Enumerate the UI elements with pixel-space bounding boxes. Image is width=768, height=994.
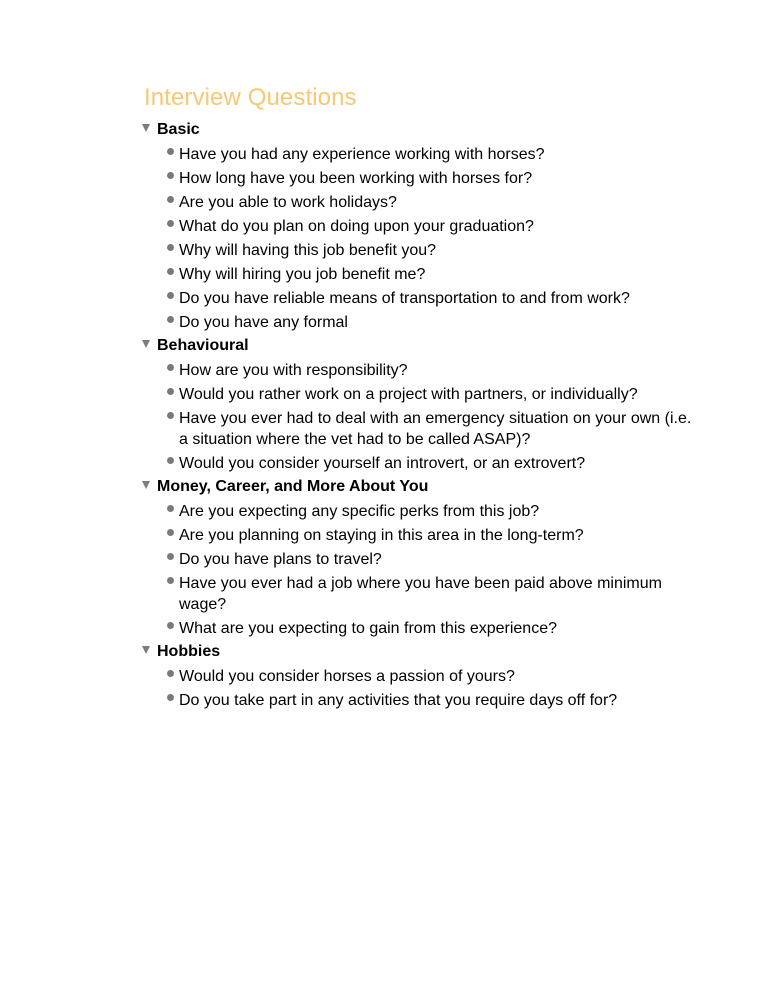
question-text: Do you have reliable means of transportation to and from work? (179, 289, 630, 307)
section-behavioural (140, 334, 740, 475)
list-item (140, 262, 699, 286)
bullet-icon (167, 292, 174, 299)
question-list (140, 499, 740, 640)
question-text: Would you consider horses a passion of yours? (179, 667, 515, 685)
bullet-icon (167, 388, 174, 395)
section-hobbies (140, 640, 740, 712)
list-item (140, 190, 699, 214)
section-heading: Behavioural (157, 337, 249, 354)
list-item (140, 499, 699, 523)
list-item (140, 523, 699, 547)
bullet-icon (167, 196, 174, 203)
question-text: Would you rather work on a project with partners, or individually? (179, 385, 638, 403)
list-item (140, 616, 699, 640)
list-item (140, 238, 699, 262)
question-list (140, 142, 740, 334)
bullet-icon (167, 244, 174, 251)
disclosure-triangle-icon[interactable] (142, 340, 150, 348)
bullet-icon (167, 670, 174, 677)
bullet-icon (167, 316, 174, 323)
question-text: Do you have plans to travel? (179, 550, 382, 568)
section-heading: Money, Career, and More About You (157, 478, 429, 495)
question-text: How long have you been working with horses for? (179, 169, 533, 187)
bullet-icon (167, 172, 174, 179)
disclosure-triangle-icon[interactable] (142, 646, 150, 654)
question-text: Do you have any formal (179, 313, 348, 331)
question-text: Are you expecting any specific perks from this job? (179, 502, 540, 520)
bullet-icon (167, 529, 174, 536)
question-text: Would you consider yourself an introvert, or an extrovert? (179, 454, 586, 472)
question-list (140, 664, 740, 712)
section-money-career (140, 475, 740, 640)
section-header[interactable] (140, 475, 740, 499)
bullet-icon (167, 364, 174, 371)
list-item (140, 214, 699, 238)
question-list (140, 358, 740, 475)
question-text: What do you plan on doing upon your graduation? (179, 217, 534, 235)
bullet-icon (167, 268, 174, 275)
question-text: Have you ever had to deal with an emergency situation on your own (i.e. a situation where the vet had to be called ASAP)? (179, 409, 692, 448)
section-heading: Hobbies (157, 643, 221, 660)
section-header[interactable] (140, 640, 740, 664)
disclosure-triangle-icon[interactable] (142, 124, 150, 132)
bullet-icon (167, 553, 174, 560)
list-item (140, 310, 699, 334)
list-item (140, 547, 699, 571)
list-item (140, 406, 699, 451)
question-outline (140, 118, 740, 712)
question-text: Are you planning on staying in this area in the long-term? (179, 526, 584, 544)
list-item (140, 286, 699, 310)
bullet-icon (167, 148, 174, 155)
bullet-icon (167, 622, 174, 629)
bullet-icon (167, 694, 174, 701)
question-text: Have you had any experience working with horses? (179, 145, 545, 163)
list-item (140, 142, 699, 166)
list-item (140, 664, 699, 688)
question-text: Why will having this job benefit you? (179, 241, 437, 259)
bullet-icon (167, 505, 174, 512)
list-item (140, 166, 699, 190)
question-text: What are you expecting to gain from this experience? (179, 619, 557, 637)
question-text: Are you able to work holidays? (179, 193, 397, 211)
section-heading: Basic (157, 121, 200, 138)
list-item (140, 358, 699, 382)
disclosure-triangle-icon[interactable] (142, 481, 150, 489)
bullet-icon (167, 457, 174, 464)
bullet-icon (167, 412, 174, 419)
bullet-icon (167, 577, 174, 584)
section-header[interactable] (140, 334, 740, 358)
list-item (140, 382, 699, 406)
question-text: Why will hiring you job benefit me? (179, 265, 426, 283)
page-title: Interview Questions (144, 84, 357, 112)
list-item (140, 451, 699, 475)
question-text: Do you take part in any activities that you require days off for? (179, 691, 618, 709)
list-item (140, 571, 699, 616)
question-text: How are you with responsibility? (179, 361, 408, 379)
section-header[interactable] (140, 118, 740, 142)
list-item (140, 688, 699, 712)
section-basic (140, 118, 740, 334)
bullet-icon (167, 220, 174, 227)
question-text: Have you ever had a job where you have been paid above minimum wage? (179, 574, 662, 613)
